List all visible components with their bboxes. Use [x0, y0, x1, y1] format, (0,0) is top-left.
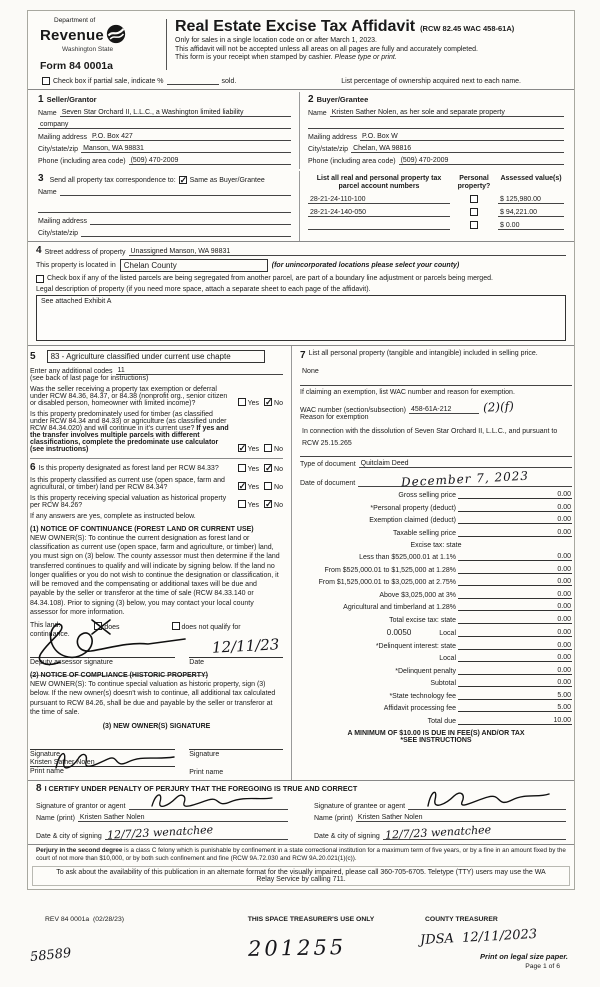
partial-sale-label: Check box if partial sale, indicate % — [53, 78, 164, 85]
tax-row-label: Local — [439, 630, 456, 638]
grantee-certify-block — [314, 794, 566, 840]
grantee-sig-label: Signature of grantee or agent — [314, 803, 406, 811]
seller-city-label: City/state/zip — [38, 146, 79, 153]
revenue-wordmark: Revenue — [40, 26, 104, 44]
historic-yes-checkbox[interactable] — [238, 500, 246, 508]
deputy-date-handwriting: 12/11/23 — [211, 635, 280, 657]
tax-row-value[interactable]: 0.00 — [532, 578, 572, 586]
section5-number: 5 — [30, 351, 36, 362]
tax-row-label: From $1,525,000.01 to $3,025,000 at 2.75% — [318, 579, 456, 587]
yes-label: Yes — [247, 446, 260, 453]
revenue-logo-icon — [106, 24, 126, 46]
right-column — [291, 346, 574, 780]
tax-row-value[interactable]: 0.00 — [532, 654, 572, 662]
exemption-no-checkbox[interactable] — [264, 398, 272, 406]
land-use-code-select[interactable]: 83 - Agriculture classified under current use chapte — [47, 350, 265, 363]
corr-city-label: City/state/zip — [38, 230, 79, 237]
parcel-number-field[interactable] — [308, 222, 450, 230]
no-label: No — [274, 502, 283, 509]
county-select[interactable]: Chelan County — [120, 259, 268, 272]
tax-row-value[interactable]: 0.00 — [532, 642, 572, 650]
owner-signature-cell[interactable] — [30, 732, 175, 776]
this-land-label: This land: — [30, 622, 61, 630]
predominate-use-question-bold: If yes and the transfer involves multiple parcels with different classifications, complete the predominate use calculator (see instructions) — [30, 425, 229, 453]
doc-type-field[interactable]: Quitclaim Deed — [359, 460, 572, 468]
personal-property-checkbox-2[interactable] — [470, 208, 478, 216]
tax-row-value[interactable]: 0.00 — [532, 491, 572, 499]
main-columns — [28, 345, 574, 780]
owner-signature-cell-2[interactable] — [189, 732, 283, 776]
section1-number: 1 — [38, 94, 44, 105]
grantor-certify-block — [36, 794, 288, 840]
print-name-label: Print name — [30, 768, 64, 776]
parcel-row — [308, 195, 564, 204]
parcel-number-field[interactable]: 28-21-24-140-050 — [308, 209, 450, 217]
continuance-label: continuance. — [30, 631, 70, 639]
no-label: No — [274, 484, 283, 491]
grantee-name-field[interactable]: Kristen Sather Nolen — [356, 814, 566, 822]
perjury-body: is a class C felony which is punishable by confinement in a state correctional institution for a maximum term of five years, or by a fine in an amount fixed by the court of not more than $10,000, or by both such confinement and fine (RCW 9A.72.030 and RCW 9A.20.021(1)(c)). — [36, 847, 566, 863]
notice2-body: NEW OWNER(S): To continue special valuation as historic property, sign (3) below. If the new owner(s) doesn't wish to continue, all additional tax calculated pursuant to RCW 84.26, shall be due and payable by the seller or transferor at the time of sale. — [30, 681, 276, 716]
header-note-3: This form is your receipt when stamped by cashier. — [175, 54, 333, 62]
tax-row-label: From $525,000.01 to $1,525,000 at 1.28% — [324, 566, 456, 574]
tax-row-label: Taxable selling price — [392, 529, 456, 537]
tax-row-value[interactable]: 0.00 — [532, 667, 572, 675]
segregated-checkbox[interactable] — [36, 275, 44, 283]
signature-label: Signature — [189, 751, 220, 759]
assessed-value-field[interactable]: $ 125,980.00 — [498, 196, 564, 204]
predominate-use-question: Is this property predominately used for timber (as classified under RCW 84.34 and 84.33) or agriculture (as classified under RCW 84.34.020) and will continue in it's current use? — [30, 411, 227, 432]
grantor-date-handwriting: 12/7/23 wenatchee — [106, 823, 214, 842]
county-note: (for unincorporated locations please select your county) — [271, 262, 460, 269]
local-rate-value: 0.0050 — [386, 628, 412, 638]
grantor-sig-label: Signature of grantor or agent — [36, 803, 126, 811]
page-title: Real Estate Excise Tax Affidavit — [175, 18, 416, 35]
forest-yes-checkbox[interactable] — [238, 464, 246, 472]
assessed-value-col-header: Assessed value(s) — [500, 175, 562, 182]
perjury-lead: Perjury in the second degree — [36, 847, 123, 855]
buyer-name-field[interactable]: Kristen Sather Nolen, as her sole and separate property — [330, 109, 564, 117]
tax-row-value[interactable]: 0.00 — [532, 516, 572, 524]
section1-title: Seller/Grantor — [46, 95, 97, 104]
parcel-col-header: List all real and personal property tax parcel account numbers — [316, 175, 442, 191]
perjury-note — [28, 844, 574, 865]
tax-row-value[interactable]: 0.00 — [532, 529, 572, 537]
corr-mailing-field[interactable] — [90, 217, 291, 225]
doc-type-label: Type of document — [300, 460, 356, 468]
dept-of-label: Department of — [54, 17, 96, 24]
correspondence-parcels-grid — [28, 169, 574, 241]
grantee-signature-field[interactable] — [408, 798, 566, 810]
section6-number: 6 — [30, 462, 36, 473]
parcel-table — [299, 171, 566, 241]
tax-row-value[interactable]: 0.00 — [532, 629, 572, 637]
segregated-label: Check box if any of the listed parcels are being segregated from another parcel, are part of a boundary line adjustment or parcels being merged. — [47, 275, 493, 282]
section2-title: Buyer/Grantee — [316, 95, 369, 104]
predominate-no-checkbox[interactable] — [264, 444, 272, 452]
corr-name-label: Name — [38, 189, 57, 196]
treasurer-date: 12/11/2023 — [461, 926, 538, 946]
grantor-signature-field[interactable] — [129, 798, 288, 810]
tax-row-label: Subtotal — [430, 680, 456, 688]
seller-name-field-2[interactable]: company — [38, 121, 291, 129]
seller-name-field[interactable]: Seven Star Orchard II, L.L.C., a Washington limited liability — [60, 109, 291, 117]
grantee-date-label: Date & city of signing — [314, 833, 380, 841]
reason-field[interactable]: In connection with the dissolution of Seven Star Orchard II, L.L.C., and pursuant to RCW 25.15.265 — [302, 428, 558, 447]
corner-handwritten-number: 58589 — [29, 945, 73, 966]
seller-mailing-label: Mailing address — [38, 134, 88, 141]
county-treasurer-label: COUNTY TREASURER — [425, 916, 498, 923]
corr-mailing-label: Mailing address — [38, 218, 88, 225]
treasurer-initials-date — [420, 927, 538, 948]
header-note-1: Only for sales in a single location code on or after March 1, 2023. — [175, 37, 377, 45]
tax-row-label: Affidavit processing fee — [383, 705, 456, 713]
treasurer-stamp-number: 201255 — [247, 935, 347, 961]
buyer-mailing-label: Mailing address — [308, 134, 358, 141]
section-correspondence — [36, 171, 299, 241]
page-footer — [27, 916, 575, 923]
doc-date-handwriting: December 7, 2023 — [400, 468, 530, 490]
no-label: No — [274, 446, 283, 453]
grantor-date-label: Date & city of signing — [36, 833, 102, 841]
rev-number: REV 84 0001a — [45, 916, 90, 923]
tax-row-label: Total excise tax: state — [389, 616, 456, 624]
forest-land-question: Is this property designated as forest land per RCW 84.33? — [38, 465, 219, 472]
deputy-date-cell[interactable] — [189, 635, 283, 667]
washington-state-label: Washington State — [62, 46, 114, 53]
historic-no-checkbox[interactable] — [264, 500, 272, 508]
print-legal-note: Print on legal size paper. — [480, 952, 568, 961]
parcel-row — [308, 221, 564, 230]
certify-heading: I CERTIFY UNDER PENALTY OF PERJURY THAT THE FOREGOING IS TRUE AND CORRECT — [44, 784, 358, 794]
minimum-fee-note: A MINIMUM OF $10.00 IS DUE IN FEE(S) AND/OR TAX — [347, 729, 525, 737]
buyer-city-field[interactable]: Chelan, WA 98816 — [351, 145, 564, 153]
accessibility-note: To ask about the availability of this publication in an alternate format for the visually impaired, please call 360-705-6705. Teletype (TTY) users may use the WA Relay Service by calling 711. — [32, 866, 570, 886]
current-use-question: Is this property classified as current use (open space, farm and agricultural, or timber) land per RCW 84.34? — [30, 477, 225, 491]
additional-codes-field[interactable]: 11 — [116, 367, 284, 375]
no-label: No — [274, 400, 283, 407]
seller-city-field[interactable]: Manson, WA 98831 — [81, 145, 291, 153]
forest-no-checkbox[interactable] — [264, 464, 272, 472]
signature-label: Signature — [30, 751, 60, 759]
partial-sold-label: sold. — [221, 78, 237, 85]
yes-label: Yes — [247, 400, 260, 407]
seller-mailing-field[interactable]: P.O. Box 427 — [90, 133, 291, 141]
header-note-2: This affidavit will not be accepted unless all areas on all pages are fully and accurately completed. — [175, 45, 478, 53]
section2-number: 2 — [308, 94, 314, 105]
see-instructions-note: *SEE INSTRUCTIONS — [400, 736, 472, 744]
section3-number: 3 — [38, 173, 44, 184]
current-use-yes-checkbox[interactable] — [238, 482, 246, 490]
predominate-yes-checkbox[interactable] — [238, 444, 246, 452]
yes-label: Yes — [247, 502, 260, 509]
tax-row-value[interactable]: 0.00 — [532, 616, 572, 624]
grantee-date-handwriting: 12/7/23 wenatchee — [384, 823, 492, 842]
tax-row-label: *Personal property (deduct) — [370, 504, 456, 512]
personal-property-field[interactable]: None — [302, 368, 319, 375]
tax-row-value[interactable]: 0.00 — [532, 504, 572, 512]
section-certify — [28, 780, 574, 844]
page-number: Page 1 of 6 — [525, 963, 560, 970]
buyer-mailing-field[interactable]: P.O. Box W — [360, 133, 564, 141]
form-header — [28, 11, 574, 74]
seller-buyer-grid — [28, 90, 574, 169]
section-seller — [36, 92, 299, 169]
tax-row-label: *Delinquent penalty — [395, 667, 456, 675]
deputy-date-label: Date — [189, 659, 205, 667]
exemption-question: Was the seller receiving a property tax exemption or deferral under RCW 84.36, 84.37, or 84.38 (nonprofit org., senior citizen or disabled person, homeowner with limited income)? — [30, 386, 228, 407]
grantor-name-label: Name (print) — [36, 815, 75, 823]
tax-row-label: Total due — [427, 717, 456, 725]
tax-row-value[interactable]: 0.00 — [532, 591, 572, 599]
located-in-label: This property is located in — [36, 262, 116, 269]
buyer-city-label: City/state/zip — [308, 146, 349, 153]
tax-row-label: Gross selling price — [398, 492, 456, 500]
personal-property-intro: List all personal property (tangible and intangible) included in selling price. — [308, 350, 538, 357]
treasurer-initials: JDSA — [419, 931, 455, 949]
buyer-name-label: Name — [308, 110, 327, 117]
tax-row-value[interactable]: 0.00 — [532, 553, 572, 561]
no-label: No — [274, 466, 283, 473]
print-name-label: Print name — [189, 769, 224, 777]
tax-row-label: Exemption claimed (deduct) — [369, 517, 456, 525]
buyer-phone-field[interactable]: (509) 470-2009 — [399, 157, 564, 165]
current-use-no-checkbox[interactable] — [264, 482, 272, 490]
owner-print-name: Kristen Sather Nolen — [30, 759, 175, 767]
reason-label: Reason for exemption — [300, 414, 369, 421]
parcel-number-field[interactable]: 28-21-24-110-100 — [308, 196, 450, 204]
notice1-body: NEW OWNER(S): To continue the current designation as forest land or classification as current use (open space, farm and agriculture, or timber) land, you must sign on (3) below. The county assessor must then determine if the land transferred continues to qualify and will indicate by signing below. If the land no longer qualifies or you do not wish to continue the designation or classification, it will be removed and the compensating or additional taxes will be due and payable by the seller or transferor at the time of sale (RCW 84.33.140 or 84.34.108). Prior to signing (3) below, you may contact your local county assessor for more information. — [30, 535, 280, 616]
corr-name-field-2[interactable] — [38, 205, 291, 213]
parcel-row — [308, 208, 564, 217]
tax-row-label: Above $3,025,000 at 3% — [379, 591, 456, 599]
tax-row-value[interactable]: 5.00 — [532, 692, 572, 700]
tax-row-value[interactable]: 0.00 — [532, 566, 572, 574]
treasurer-space-label: THIS SPACE TREASURER'S USE ONLY — [247, 916, 375, 923]
grantee-name-label: Name (print) — [314, 815, 353, 823]
yes-label: Yes — [247, 484, 260, 491]
section8-number: 8 — [36, 783, 42, 795]
section-buyer — [299, 92, 566, 169]
same-as-buyer-checkbox[interactable] — [179, 176, 187, 184]
type-or-print-note: Please type or print. — [334, 54, 397, 62]
historic-question: Is this property receiving special valuation as historical property per RCW 84.26? — [30, 495, 227, 509]
does-not-label: does not qualify for — [181, 624, 241, 632]
tax-row-value[interactable]: 10.00 — [532, 717, 572, 725]
corr-city-field[interactable] — [81, 229, 291, 237]
personal-property-col-header: Personal property? — [457, 175, 491, 191]
sig3-heading: (3) NEW OWNER(S) SIGNATURE — [102, 723, 211, 731]
buyer-name-field-2[interactable] — [308, 121, 564, 129]
legal-description-field[interactable]: See attached Exhibit A — [36, 295, 566, 341]
tax-row-value[interactable]: 0.00 — [532, 603, 572, 611]
seller-phone-label: Phone (including area code) — [38, 158, 126, 165]
ownership-note: List percentage of ownership acquired next to each name. — [341, 78, 521, 85]
tax-row-label: *State technology fee — [389, 692, 456, 700]
left-column — [28, 346, 291, 780]
excise-tax-state-header: Excise tax: state — [410, 541, 462, 549]
notice1-heading: (1) NOTICE OF CONTINUANCE (FOREST LAND OR CURRENT USE) — [30, 526, 254, 533]
same-as-buyer-label: Same as Buyer/Grantee — [189, 177, 265, 184]
deputy-signature-label: Deputy assessor signature — [30, 659, 113, 667]
doc-date-label: Date of document — [300, 479, 356, 487]
does-qualify-checkbox[interactable] — [94, 622, 102, 630]
rcw-reference: (RCW 82.45 WAC 458-61A) — [420, 24, 515, 33]
wac-number-field[interactable]: 458-61A-212 — [409, 406, 479, 414]
street-address-field[interactable]: Unassigned Manson, WA 98831 — [129, 248, 567, 256]
additional-codes-label: Enter any additional codes — [30, 368, 113, 375]
section-property — [28, 241, 574, 345]
tax-row-label: *Delinquent interest: state — [375, 642, 456, 650]
assessed-value-field[interactable]: $ 94,221.00 — [498, 209, 564, 217]
grantor-name-field[interactable]: Kristen Sather Nolen — [78, 814, 288, 822]
personal-property-checkbox-3[interactable] — [470, 221, 478, 229]
personal-property-checkbox-1[interactable] — [470, 195, 478, 203]
corr-name-field[interactable] — [60, 188, 291, 196]
wac-subsection-handwriting: (2)(f) — [482, 399, 515, 415]
if-yes-note: If any answers are yes, complete as instructed below. — [30, 513, 196, 520]
does-label: does — [104, 624, 120, 632]
codes-note: (see back of last page for instructions) — [30, 375, 149, 382]
tax-row-label: Agricultural and timberland at 1.28% — [343, 604, 456, 612]
deputy-signature-cell[interactable] — [30, 640, 175, 666]
tax-row-value[interactable]: 0.00 — [532, 679, 572, 687]
exemption-yes-checkbox[interactable] — [238, 398, 246, 406]
legal-description-label: Legal description of property (if you need more space, attach a separate sheet to each page of the affidavit). — [36, 286, 371, 293]
assessed-value-field[interactable]: $ 0.00 — [498, 222, 564, 230]
buyer-phone-label: Phone (including area code) — [308, 158, 396, 165]
wac-number-label: WAC number (section/subsection) — [300, 407, 406, 414]
partial-percent-field[interactable] — [167, 77, 219, 85]
tax-row-label: Local — [439, 655, 456, 663]
tax-row-value[interactable]: 5.00 — [532, 704, 572, 712]
header-divider — [166, 19, 167, 70]
seller-phone-field[interactable]: (509) 470-2009 — [129, 157, 291, 165]
notice2-heading: (2) NOTICE OF COMPLIANCE (HISTORIC PROPERTY) — [30, 672, 208, 680]
section7-number: 7 — [300, 350, 306, 361]
section4-number: 4 — [36, 245, 42, 256]
yes-label: Yes — [247, 466, 260, 473]
does-not-qualify-checkbox[interactable] — [172, 622, 180, 630]
seller-name-label: Name — [38, 110, 57, 117]
tax-row-label: Less than $525,000.01 at 1.1% — [359, 554, 456, 562]
revenue-logo-block — [34, 17, 162, 72]
exemption-intro: If claiming an exemption, list WAC number and reason for exemption. — [300, 389, 515, 396]
form-number: Form 84 0001a — [40, 60, 113, 72]
correspondence-label: Send all property tax correspondence to: — [49, 177, 176, 184]
affidavit-form — [27, 10, 575, 890]
partial-sale-row — [28, 74, 574, 90]
rev-date: (02/28/23) — [93, 916, 124, 923]
partial-sale-checkbox[interactable] — [42, 77, 50, 85]
street-address-label: Street address of property — [44, 249, 126, 256]
